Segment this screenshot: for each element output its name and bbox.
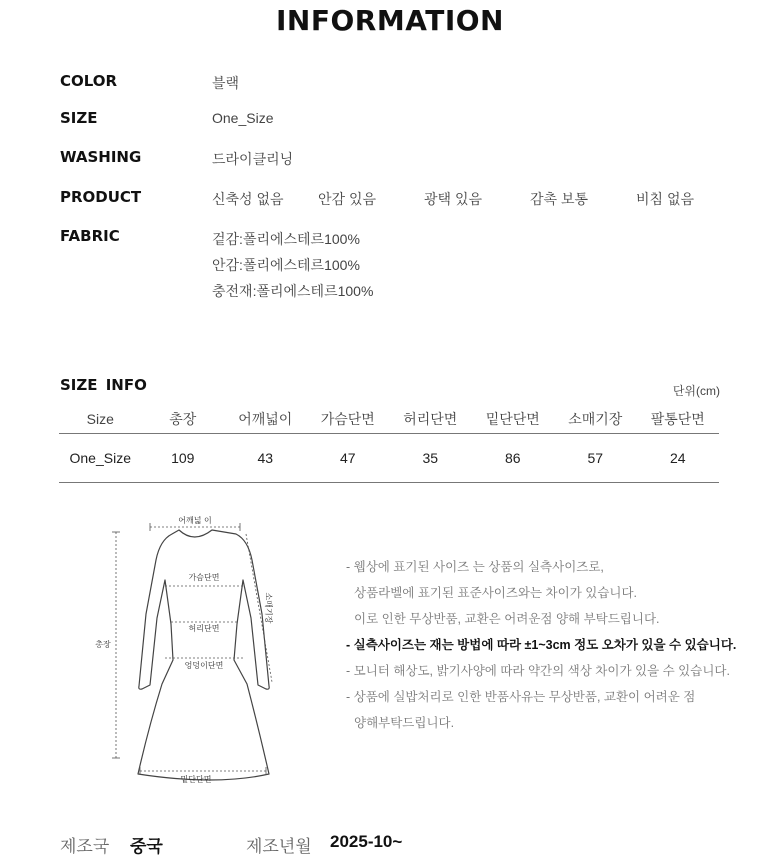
origin-label: 제조국 bbox=[60, 837, 110, 856]
fabric-line-filling: 충전재:폴리에스테르100% bbox=[212, 283, 374, 299]
hip-label: 엉덩이단면 bbox=[184, 661, 224, 670]
size-value: One_Size bbox=[212, 110, 274, 126]
cell-chest: 47 bbox=[339, 450, 356, 466]
cell-hem: 86 bbox=[504, 450, 521, 466]
hem-label: 밑단단면 bbox=[180, 775, 212, 784]
header-waist: 허리단면 bbox=[403, 411, 458, 427]
cell-sleeve: 57 bbox=[587, 450, 604, 466]
note-4: - 실측사이즈는 재는 방법에 따라 ±1~3cm 정도 오차가 있을 수 있습니다. bbox=[346, 638, 737, 652]
unit-label: 단위(cm) bbox=[672, 384, 720, 398]
waist-label: 허리단면 bbox=[188, 624, 220, 633]
washing-value: 드라이클리닝 bbox=[212, 151, 294, 167]
product-gloss: 광택 있음 bbox=[424, 191, 482, 207]
size-table bbox=[59, 405, 719, 483]
origin-value: 중국 bbox=[130, 837, 163, 856]
fabric-label: FABRIC bbox=[60, 227, 120, 245]
cell-length: 109 bbox=[171, 450, 195, 466]
chest-label: 가슴단면 bbox=[188, 573, 220, 582]
note-7: 양해부탁드립니다. bbox=[354, 716, 455, 730]
note-6: - 상품에 실밥처리로 인한 반품사유는 무상반품, 교환이 어려운 점 bbox=[346, 690, 696, 704]
product-lining: 안감 있음 bbox=[318, 191, 376, 207]
cell-waist: 35 bbox=[422, 450, 439, 466]
product-sheer: 비침 없음 bbox=[636, 191, 694, 207]
header-sleeve: 소매기장 bbox=[568, 411, 623, 427]
color-value: 블랙 bbox=[212, 75, 240, 91]
cell-shoulder: 43 bbox=[257, 450, 274, 466]
shoulder-label: 어깨넓 이 bbox=[178, 516, 212, 525]
size-table-header bbox=[59, 405, 719, 434]
color-label: COLOR bbox=[60, 72, 118, 90]
cell-armhole: 24 bbox=[669, 450, 686, 466]
fabric-line-outer: 겉감:폴리에스테르100% bbox=[212, 231, 360, 247]
header-length: 총장 bbox=[169, 411, 197, 427]
header-size: Size bbox=[86, 411, 114, 427]
manufacture-date-label: 제조년월 bbox=[246, 837, 312, 856]
note-2: 상품라벨에 표기된 표준사이즈와는 차이가 있습니다. bbox=[354, 586, 638, 600]
header-hem: 밑단단면 bbox=[485, 411, 540, 427]
product-texture: 감촉 보통 bbox=[530, 191, 588, 207]
product-stretch: 신축성 없음 bbox=[212, 191, 284, 207]
size-label: SIZE bbox=[60, 109, 98, 127]
dress-outline bbox=[138, 530, 269, 780]
cell-size: One_Size bbox=[69, 450, 131, 466]
sleeve-label: 소매기장 bbox=[264, 592, 273, 624]
header-shoulder: 어깨넓이 bbox=[238, 411, 293, 427]
note-1: - 웹상에 표기된 사이즈 는 상품의 실측사이즈로, bbox=[346, 560, 604, 574]
header-armhole: 팔통단면 bbox=[650, 411, 705, 427]
note-5: - 모니터 해상도, 밝기사양에 따라 약간의 색상 차이가 있을 수 있습니다. bbox=[346, 664, 730, 678]
page-title: INFORMATION bbox=[276, 4, 504, 37]
fabric-line-lining: 안감:폴리에스테르100% bbox=[212, 257, 360, 273]
length-label: 총장 bbox=[95, 640, 111, 649]
header-chest: 가슴단면 bbox=[320, 411, 375, 427]
washing-label: WASHING bbox=[60, 148, 142, 166]
dress-measurement-diagram bbox=[86, 510, 296, 790]
note-3: 이로 인한 무상반품, 교환은 어려운점 양해 부탁드립니다. bbox=[354, 612, 660, 626]
product-label: PRODUCT bbox=[60, 188, 142, 206]
manufacture-date-value: 2025-10~ bbox=[330, 832, 403, 851]
table-row bbox=[59, 434, 719, 483]
size-info-title: SIZE INFO bbox=[60, 376, 147, 394]
size-notes bbox=[346, 554, 736, 736]
